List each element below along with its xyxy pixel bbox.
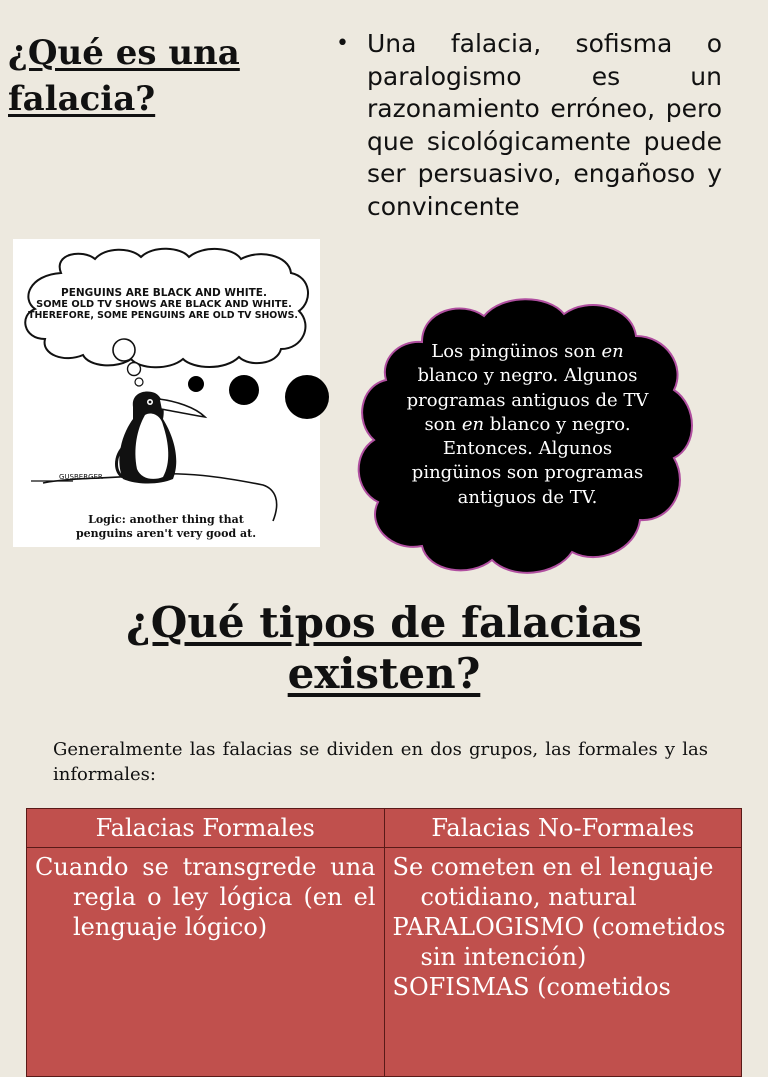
table-row <box>27 848 742 1077</box>
table-header-row <box>27 809 742 848</box>
emphasis-en-1: en <box>601 341 624 362</box>
connector-dots <box>180 368 340 428</box>
informal-line: Se cometen en el lenguaje cotidiano, natural <box>392 853 714 911</box>
header-formal: Falacias Formales <box>27 809 385 848</box>
header-informal: Falacias No-Formales <box>384 809 742 848</box>
thought-line-3: THEREFORE, SOME PENGUINS ARE OLD TV SHOWS. <box>28 310 298 321</box>
informal-line: PARALOGISMO (cometidos sin intención) <box>392 913 726 971</box>
artist-signature: GUSBERGER <box>59 473 103 481</box>
informal-line: SOFISMAS (cometidos <box>392 973 671 1001</box>
fallacy-types-table <box>26 808 742 1077</box>
translation-text: Los pingüinos son en blanco y negro. Algunos programas antiguos de TV son en blanco y negro. Entonces. Algunos pingüinos son programas antiguos de TV. <box>406 341 649 508</box>
section-title: ¿Qué tipos de falacias existen? <box>126 598 642 698</box>
formal-description: Cuando se transgrede una regla o ley lógica (en el lenguaje lógico) <box>27 848 385 1077</box>
cartoon-caption-line-2: penguins aren't very good at. <box>75 527 257 540</box>
dot-small-icon <box>188 376 204 392</box>
thought-bubble-small <box>135 378 143 386</box>
thought-bubble-large <box>113 339 135 361</box>
dot-large-icon <box>285 375 329 419</box>
informal-description <box>384 848 742 1077</box>
cartoon-caption-line-1: Logic: another thing that <box>88 513 244 526</box>
definition-text: Una falacia, sofisma o paralogismo es un razonamiento erróneo, pero que sicológicamente puede ser persuasivo, engañoso y convincente <box>367 29 722 221</box>
thought-bubble-medium <box>128 363 141 376</box>
thought-line-1: PENGUINS ARE BLACK AND WHITE. <box>61 287 267 299</box>
dot-medium-icon <box>229 375 259 405</box>
thought-line-2: SOME OLD TV SHOWS ARE BLACK AND WHITE. <box>36 299 292 310</box>
definition-bullet <box>336 28 722 223</box>
page-title: ¿Qué es una falacia? <box>8 33 240 119</box>
intro-paragraph: Generalmente las falacias se dividen en dos grupos, las formales y las informales: <box>53 739 708 785</box>
emphasis-en-2: en <box>461 413 485 435</box>
bullet-icon: • <box>336 31 349 56</box>
